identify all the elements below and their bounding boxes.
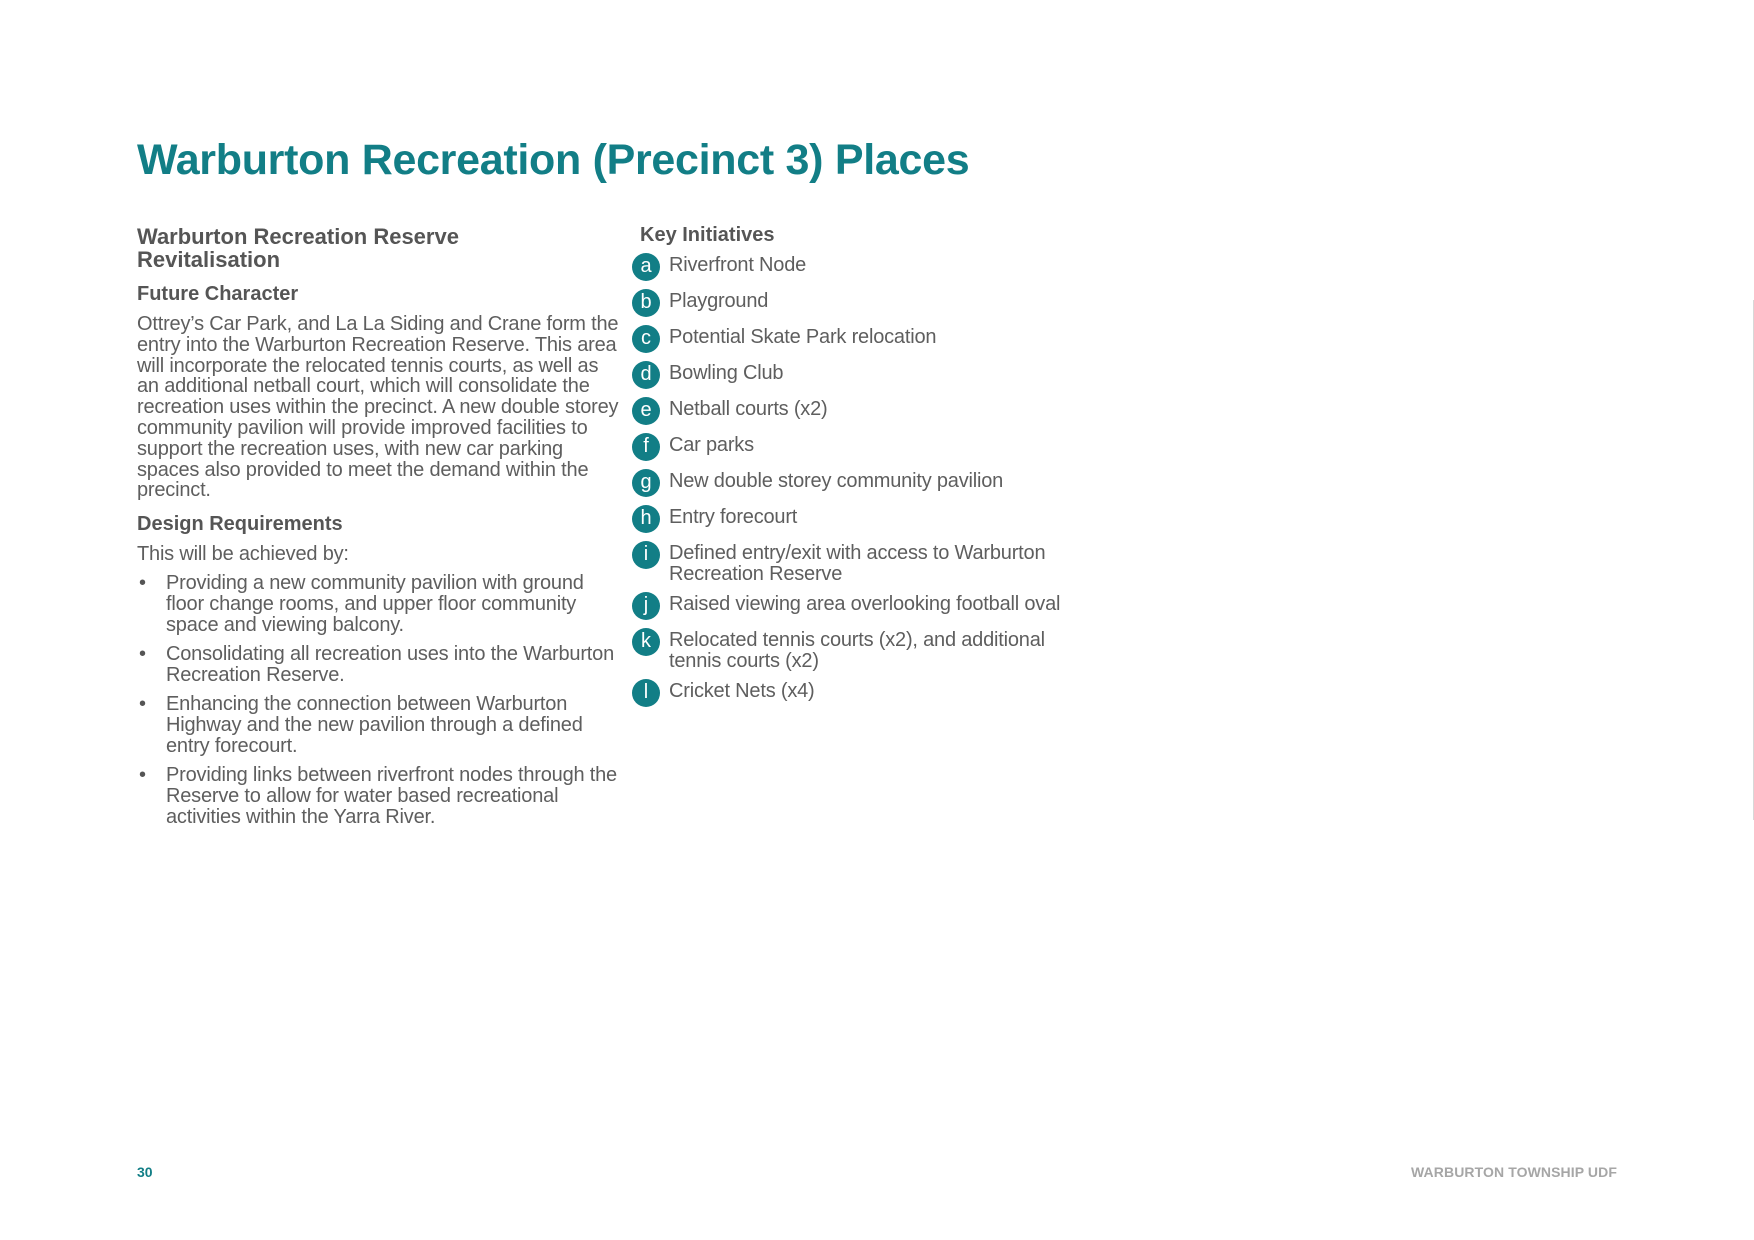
initiative-item [632,397,1102,425]
initiative-label: New double storey community pavilion [669,470,1004,492]
list-item-text: Enhancing the connection between Warburton Highway and the new pavilion through a defined entry forecourt. [166,692,583,757]
initiative-badge: h [632,505,660,533]
key-initiatives-title: Key Initiatives [640,224,775,246]
initiative-item [632,592,1102,620]
initiative-label: Relocated tennis courts (x2), and additional tennis courts (x2) [669,629,1045,672]
initiative-label: Riverfront Node [669,254,807,276]
list-item [137,765,619,828]
footer-title: WARBURTON TOWNSHIP UDF [1411,1164,1617,1180]
page-title: Warburton Recreation (Precinct 3) Places [137,136,970,184]
list-item-text: Providing a new community pavilion with ground floor change rooms, and upper floor community space and viewing balcony. [166,571,584,636]
initiative-item [632,505,1102,533]
initiative-item [632,325,1102,353]
initiative-item [632,469,1102,497]
initiative-label: Bowling Club [669,362,784,384]
design-requirements-list [137,573,619,828]
list-item-text: Providing links between riverfront nodes through the Reserve to allow for water based recreational activities within the Yarra River. [166,763,617,828]
initiative-badge: l [632,679,660,707]
initiative-item [632,433,1102,461]
bullet-icon: • [139,692,146,715]
design-requirements-heading: Design Requirements [137,513,343,536]
initiative-label: Entry forecourt [669,506,798,528]
key-initiatives-list [632,253,1102,707]
list-item [137,644,619,686]
initiative-badge: i [632,541,660,569]
initiative-badge: g [632,469,660,497]
page-number: 30 [137,1164,153,1180]
initiative-item [632,361,1102,389]
list-item [137,694,619,757]
bullet-icon: • [139,642,146,665]
initiative-label: Potential Skate Park relocation [669,326,937,348]
initiative-item [632,679,1102,707]
list-item-text: Consolidating all recreation uses into the Warburton Recreation Reserve. [166,642,614,686]
section-title: Warburton Recreation Reserve Revitalisation [137,224,459,272]
initiative-badge: e [632,397,660,425]
initiative-label: Defined entry/exit with access to Warburton Recreation Reserve [669,542,1046,585]
bullet-icon: • [139,763,146,786]
initiative-label: Raised viewing area overlooking football oval [669,593,1061,615]
initiative-badge: b [632,289,660,317]
list-item [137,573,619,636]
initiative-label: Car parks [669,434,754,456]
initiative-item [632,289,1102,317]
key-initiatives-panel [632,224,1102,715]
design-requirements-intro: This will be achieved by: [137,543,349,566]
initiative-badge: k [632,628,660,656]
initiative-label: Cricket Nets (x4) [669,680,815,702]
initiative-badge: d [632,361,660,389]
initiative-item [632,253,1102,281]
initiative-badge: f [632,433,660,461]
future-character-heading: Future Character [137,283,299,305]
initiative-badge: a [632,253,660,281]
initiative-item [632,541,1102,584]
left-column [137,225,619,836]
initiative-label: Netball courts (x2) [669,398,828,420]
initiative-badge: j [632,592,660,620]
initiative-label: Playground [669,290,769,312]
bullet-icon: • [139,571,146,594]
future-character-text: Ottrey’s Car Park, and La La Siding and Crane form the entry into the Warburton Recreation Reserve. This area will incorporate the relocated tennis courts, as well as an additional netball court, which will consolidate the recreation uses within the precinct. A new double storey community pavilion will provide improved facilities to support the recreation uses, with new car parking spaces also provided to meet the demand within the precinct. [137,313,619,502]
initiative-item [632,628,1102,671]
initiative-badge: c [632,325,660,353]
